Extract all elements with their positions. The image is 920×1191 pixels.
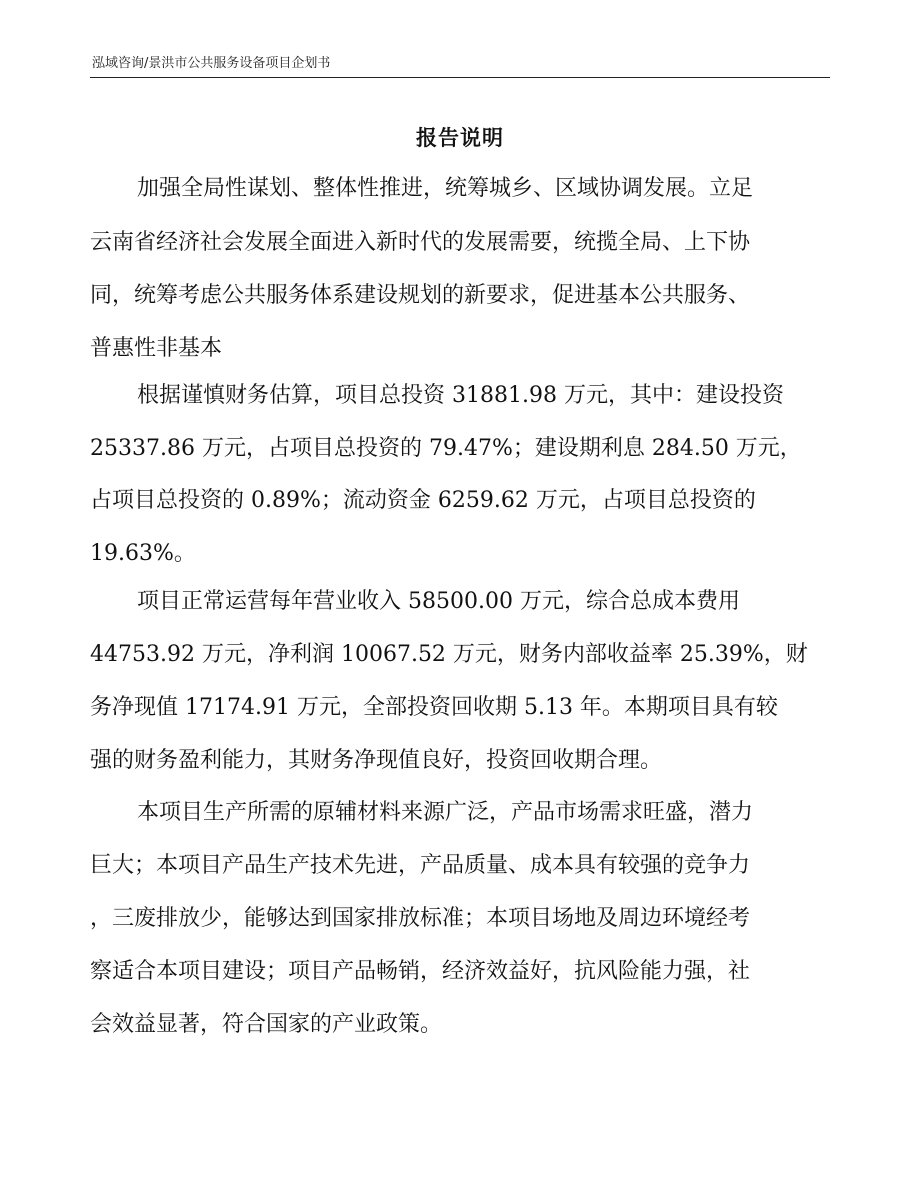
paragraph-line: 25337.86 万元，占项目总投资的 79.47%；建设期利息 284.50 万元， <box>90 436 802 461</box>
paragraph-line: 巨大；本项目产品生产技术先进，产品质量、成本具有较强的竞争力 <box>90 853 751 878</box>
paragraph-line: ，三废排放少，能够达到国家排放标准；本项目场地及周边环境经考 <box>90 906 751 931</box>
paragraph-line: 占项目总投资的 0.89%；流动资金 6259.62 万元，占项目总投资的 <box>90 488 756 513</box>
paragraph-line: 会效益显著，符合国家的产业政策。 <box>90 1012 443 1037</box>
paragraph-line: 普惠性非基本 <box>90 336 223 361</box>
running-header: 泓域咨询/景洪市公共服务设备项目企划书 <box>92 56 331 71</box>
paragraph-line: 云南省经济社会发展全面进入新时代的发展需要，统揽全局、上下协 <box>90 230 751 255</box>
header-divider <box>90 77 830 78</box>
paragraph-line: 项目正常运营每年营业收入 58500.00 万元，综合总成本费用 <box>137 589 740 614</box>
paragraph-line: 强的财务盈利能力，其财务净现值良好，投资回收期合理。 <box>90 748 663 773</box>
paragraph-line: 务净现值 17174.91 万元，全部投资回收期 5.13 年。本期项目具有较 <box>90 695 778 720</box>
page-title: 报告说明 <box>416 126 504 150</box>
paragraph-line: 19.63%。 <box>90 541 196 566</box>
paragraph-line: 察适合本项目建设；项目产品畅销，经济效益好，抗风险能力强，社 <box>90 959 751 984</box>
paragraph-line: 加强全局性谋划、整体性推进，统筹城乡、区域协调发展。立足 <box>137 176 754 201</box>
paragraph-line: 同，统筹考虑公共服务体系建设规划的新要求，促进基本公共服务、 <box>90 283 751 308</box>
paragraph-line: 44753.92 万元，净利润 10067.52 万元，财务内部收益率 25.39%，财 <box>90 642 808 667</box>
paragraph-line: 本项目生产所需的原辅材料来源广泛，产品市场需求旺盛，潜力 <box>137 800 754 825</box>
paragraph-line: 根据谨慎财务估算，项目总投资 31881.98 万元，其中：建设投资 <box>137 383 784 408</box>
